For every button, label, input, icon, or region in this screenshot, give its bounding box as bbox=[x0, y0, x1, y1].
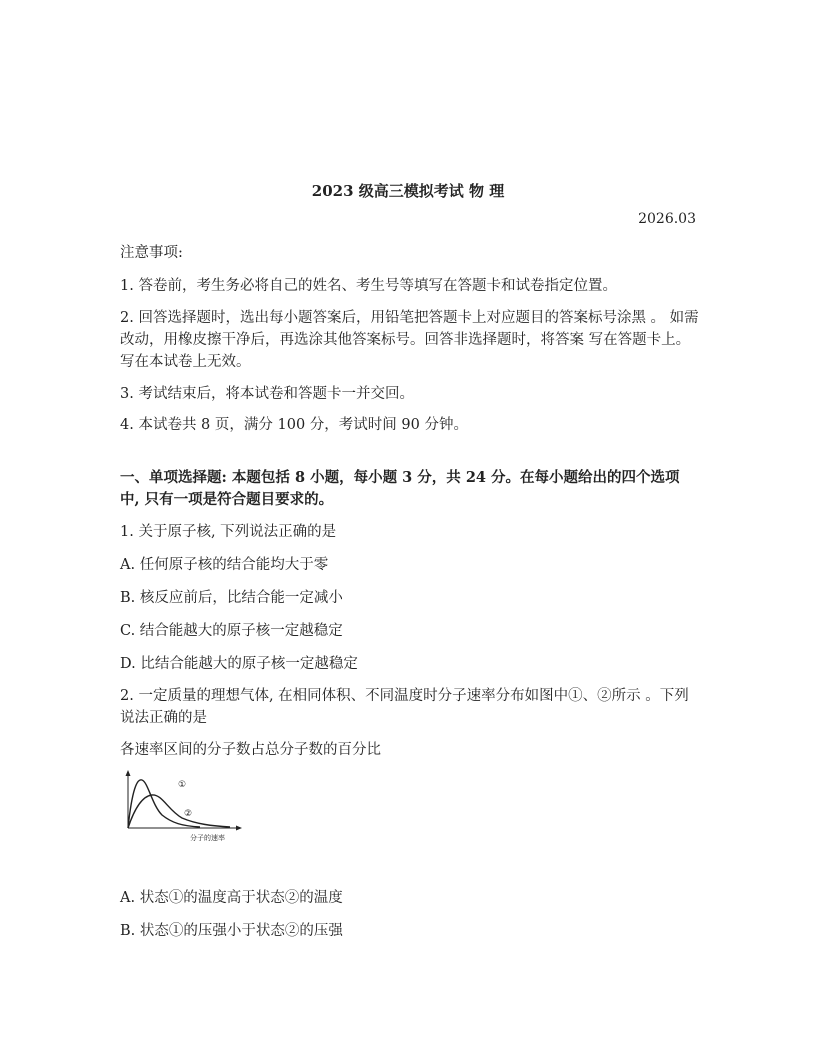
figure-ylabel: 各速率区间的分子数占总分子数的百分比 bbox=[120, 742, 381, 758]
question-1-option-a: A. 任何原子核的结合能均大于零 bbox=[120, 557, 329, 573]
question-1-stem: 1. 关于原子核, 下列说法正确的是 bbox=[120, 524, 337, 540]
question-1-option-c: C. 结合能越大的原子核一定越稳定 bbox=[120, 623, 343, 639]
x-axis-arrow bbox=[236, 826, 242, 831]
question-2-option-b: B. 状态①的压强小于状态②的压强 bbox=[120, 923, 343, 939]
notice-item-2: 2. 回答选择题时，选出每小题答案后，用铅笔把答题卡上对应题目的答案标号涂黑 。 如需改动，用橡皮擦干净后，再选涂其他答案标号。回答非选择题时，将答案 写在答题卡上。写在本试卷上无效。 bbox=[120, 310, 699, 370]
curve-2-label: ② bbox=[184, 809, 193, 819]
question-2-stem: 2. 一定质量的理想气体, 在相同体积、不同温度时分子速率分布如图中①、②所示 。下列说法正确的是 bbox=[120, 688, 689, 726]
question-2-option-a: A. 状态①的温度高于状态②的温度 bbox=[120, 890, 343, 906]
notice-item-4: 4. 本试卷共 8 页，满分 100 分，考试时间 90 分钟。 bbox=[120, 417, 468, 433]
notice-heading: 注意事项: bbox=[120, 245, 183, 261]
question-1-option-b: B. 核反应前后，比结合能一定减小 bbox=[120, 590, 343, 606]
exam-date: 2026.03 bbox=[638, 211, 696, 227]
curve-2 bbox=[128, 795, 230, 828]
notice-item-1: 1. 答卷前，考生务必将自己的姓名、考生号等填写在答题卡和试卷指定位置。 bbox=[120, 278, 617, 294]
x-axis-label: 分子的速率 bbox=[190, 834, 225, 842]
section-1-heading: 一、单项选择题: 本题包括 8 小题，每小题 3 分，共 24 分。在每小题给出的四个选项 中, 只有一项是符合题目要求的。 bbox=[120, 469, 680, 508]
exam-title: 2023 级高三模拟考试 物 理 bbox=[311, 182, 505, 200]
question-1-option-d: D. 比结合能越大的原子核一定越稳定 bbox=[120, 656, 358, 672]
speed-distribution-figure bbox=[120, 770, 250, 850]
speed-distribution-graph bbox=[120, 770, 250, 850]
curve-1-label: ① bbox=[178, 780, 187, 790]
notice-item-3: 3. 考试结束后，将本试卷和答题卡一并交回。 bbox=[120, 386, 414, 402]
y-axis-arrow bbox=[126, 770, 131, 776]
